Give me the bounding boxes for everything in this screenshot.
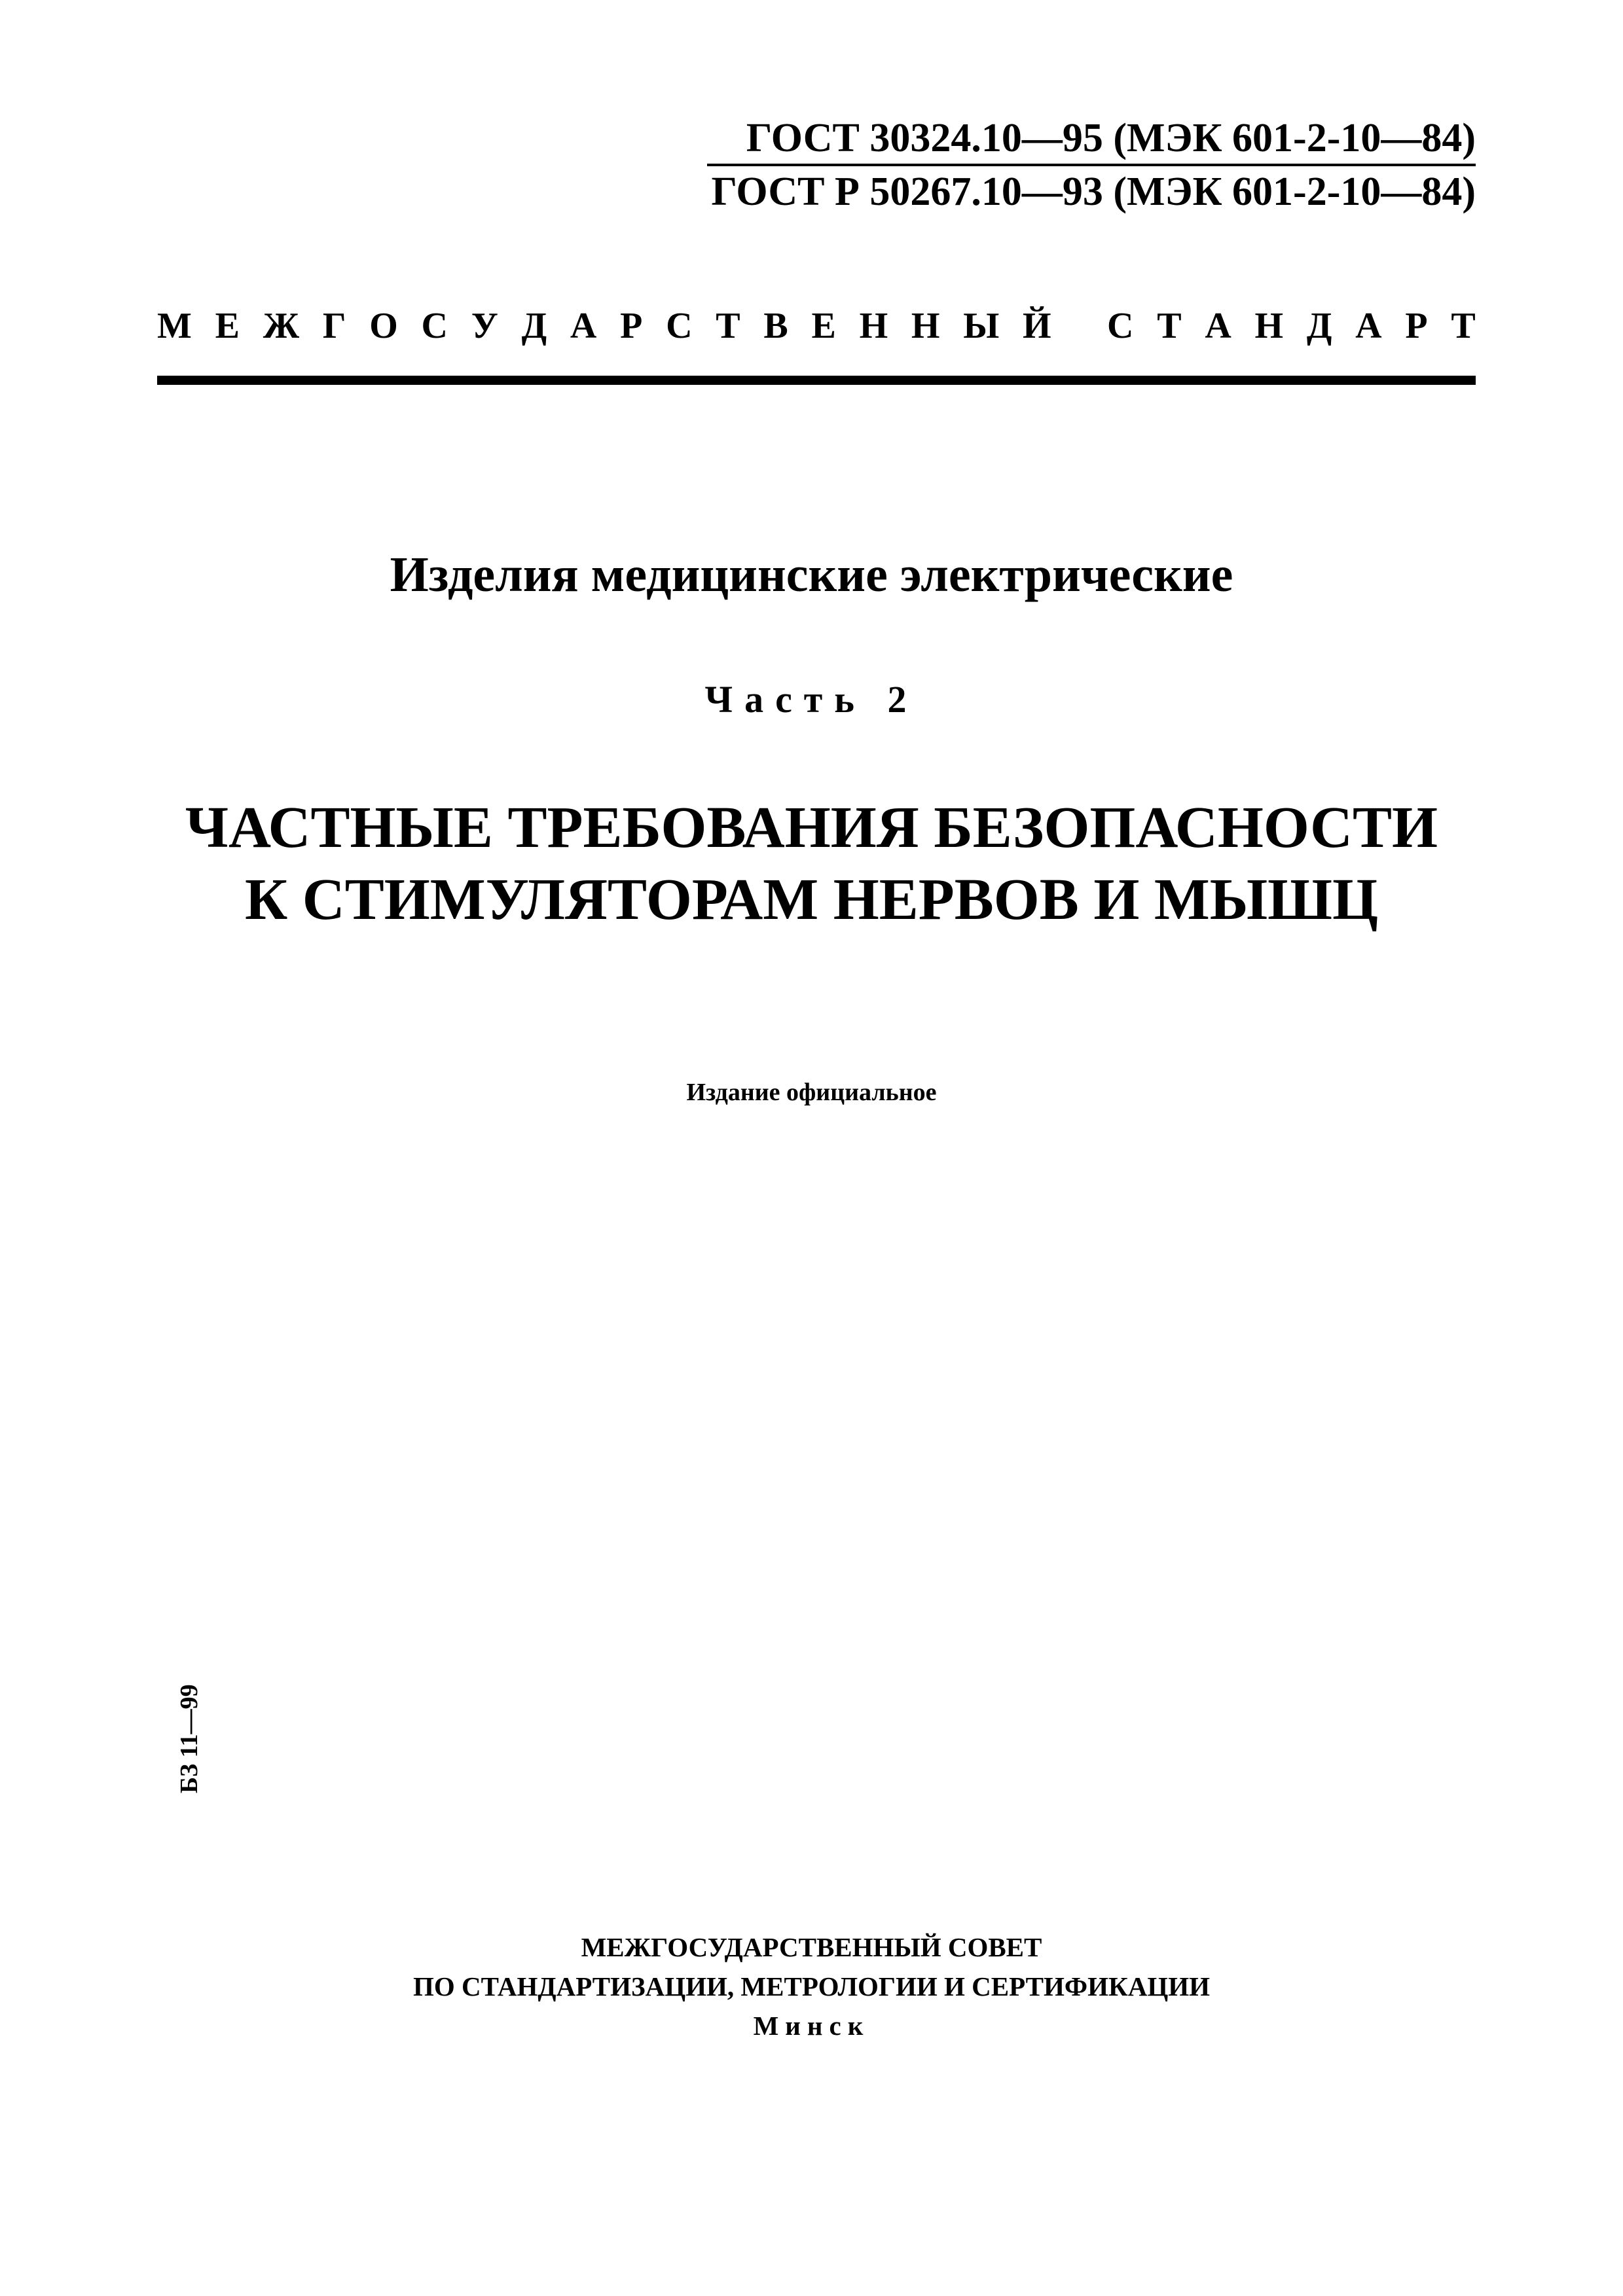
standard-kind-letter: У [471,306,498,346]
standard-kind-letter: М [157,306,192,346]
standard-kind-letter: Н [911,306,940,346]
document-title [0,792,1623,936]
title-line-1: ЧАСТНЫЕ ТРЕБОВАНИЯ БЕЗОПАСНОСТИ [185,795,1438,860]
publisher-block [0,1928,1623,2045]
publisher-line-1: МЕЖГОСУДАРСТВЕННЫЙ СОВЕТ [581,1932,1042,1962]
standard-kind-letter: С [666,306,693,346]
standard-kind-letter: Е [811,306,836,346]
standard-kind-letter: Н [1254,306,1284,346]
standard-kind-letter: А [1205,306,1231,346]
standard-kind-letter: А [1355,306,1382,346]
standard-kind-letter: Е [215,306,240,346]
standard-kind-heading [157,308,1476,344]
standard-kind-letter: Й [1022,306,1051,346]
standard-kind-letter: Ы [963,306,1000,346]
standard-kind-letter: Р [1405,306,1428,346]
publisher-line-2: ПО СТАНДАРТИЗАЦИИ, МЕТРОЛОГИИ И СЕРТИФИКАЦИИ [412,1971,1211,2001]
heading-divider [157,376,1476,385]
standard-kind-letter: О [369,306,398,346]
title-line-2: К СТИМУЛЯТОРАМ НЕРВОВ И МЫШЦ [245,867,1378,932]
standard-kind-letter: С [421,306,448,346]
edition-label: Издание официальное [686,1079,937,1106]
standard-designation-2: ГОСТ Р 50267.10—93 (МЭК 601-2-10—84) [711,170,1476,214]
standard-kind-letter: Т [1451,306,1476,346]
word-gap [1074,308,1084,344]
standard-kind-letter: Д [1306,306,1332,346]
standard-kind-letter: Д [521,306,547,346]
standard-kind-letter: Р [620,306,643,346]
standard-kind-letter: С [1107,306,1134,346]
standard-kind-letter: Г [322,306,346,346]
standard-kind-letter: Ж [263,306,300,346]
standard-kind-letter: Т [716,306,740,346]
standard-designation-1: ГОСТ 30324.10—95 (МЭК 601-2-10—84) [707,118,1476,166]
side-code: БЗ 11—99 [175,1684,203,1793]
publisher-city: Минск [753,2011,870,2041]
standard-kind-letter: В [763,306,788,346]
standard-kind-letter: Т [1157,306,1182,346]
document-subtitle: Изделия медицинские электрические [390,547,1233,602]
part-number: Часть 2 [704,678,919,721]
standard-kind-letter: Н [859,306,888,346]
standard-kind-letter: А [570,306,597,346]
